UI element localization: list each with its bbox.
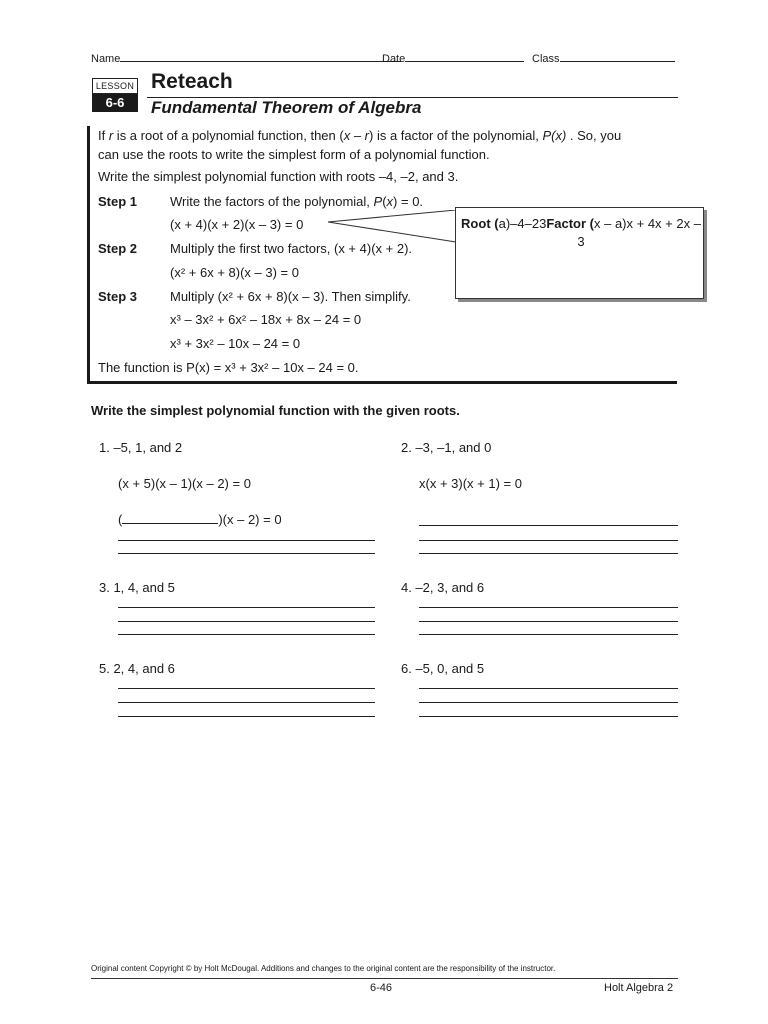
problem-6-answer-line[interactable] [419,716,678,717]
lesson-badge-label: LESSON [92,78,138,94]
problem-2-answer-line[interactable] [419,553,678,554]
step2-text: Multiply the first two factors, (x + 4)(x + 2). [170,241,413,256]
footer-divider [91,978,678,979]
problem-3-answer-line[interactable] [118,621,375,622]
name-field[interactable] [91,50,401,65]
problem-2-work-1: x(x + 3)(x + 1) = 0 [419,476,522,491]
step3-equation-1: x³ – 3x² + 6x² – 18x + 8x – 24 = 0 [170,312,362,327]
problem-4-label: 4. –2, 3, and 6 [401,580,485,595]
date-label: Date [382,53,406,65]
problem-1-answer-line[interactable] [118,553,375,554]
problem-5-answer-line[interactable] [118,716,375,717]
problem-3-label: 3. 1, 4, and 5 [99,580,175,595]
callout-box [455,207,704,299]
problem-4-answer-line[interactable] [419,634,678,635]
problem-1-blank[interactable] [122,512,218,524]
name-label: Name [91,53,121,65]
problem-1-work-2: ( )(x – 2) = 0 [118,512,282,527]
step1-text: Write the factors of the polynomial, P(x) = 0. [170,194,424,209]
problem-2-answer-line[interactable] [419,540,678,541]
step2-equation: (x² + 6x + 8)(x – 3) = 0 [170,265,299,280]
problem-2-answer-line[interactable] [419,525,678,526]
page-number: 6-46 [370,982,393,994]
step3-label: Step 3 [98,289,138,304]
page-title: Reteach [151,70,233,93]
step1-equation: (x + 4)(x + 2)(x – 3) = 0 [170,217,304,232]
page-subtitle: Fundamental Theorem of Algebra [151,98,422,117]
intro-line-1: If r is a root of a polynomial function, then (x – r) is a factor of the polynomial, P(x) . So, you [98,128,622,143]
step2-label: Step 2 [98,241,138,256]
conclusion: The function is P(x) = x³ + 3x² – 10x – 24 = 0. [98,360,359,375]
problem-4-answer-line[interactable] [419,607,678,608]
class-field[interactable] [532,50,675,65]
problem-4-answer-line[interactable] [419,621,678,622]
date-field[interactable] [382,50,524,65]
exercise-instruction: Write the simplest polynomial function with the given roots. [91,403,460,418]
reteach-box-border-left [87,126,90,384]
problem-6-answer-line[interactable] [419,688,678,689]
intro-task: Write the simplest polynomial function with roots –4, –2, and 3. [98,169,459,184]
lesson-badge [92,78,138,112]
reteach-box-border-bottom [87,381,677,384]
callout-pointer [320,210,460,250]
callout-text: Root (a)–4–23Factor (x – a)x + 4x + 2x – 3 [461,216,701,249]
problem-1-label: 1. –5, 1, and 2 [99,440,183,455]
problem-6-label: 6. –5, 0, and 5 [401,661,485,676]
step3-text: Multiply (x² + 6x + 8)(x – 3). Then simplify. [170,289,411,304]
step1-label: Step 1 [98,194,138,209]
problem-3-answer-line[interactable] [118,634,375,635]
problem-5-label: 5. 2, 4, and 6 [99,661,175,676]
problem-2-label: 2. –3, –1, and 0 [401,440,492,455]
class-label: Class [532,53,560,65]
intro-line-2: can use the roots to write the simplest form of a polynomial function. [98,147,490,162]
problem-5-answer-line[interactable] [118,702,375,703]
book-title: Holt Algebra 2 [604,982,674,994]
problem-3-answer-line[interactable] [118,607,375,608]
lesson-number: 6-6 [92,94,138,112]
copyright-notice: Original content Copyright © by Holt McDougal. Additions and changes to the original content are the responsibility of the instructor. [91,964,556,973]
problem-5-answer-line[interactable] [118,688,375,689]
step3-equation-2: x³ + 3x² – 10x – 24 = 0 [170,336,301,351]
problem-6-answer-line[interactable] [419,702,678,703]
problem-1-work-1: (x + 5)(x – 1)(x – 2) = 0 [118,476,251,491]
problem-1-answer-line[interactable] [118,540,375,541]
